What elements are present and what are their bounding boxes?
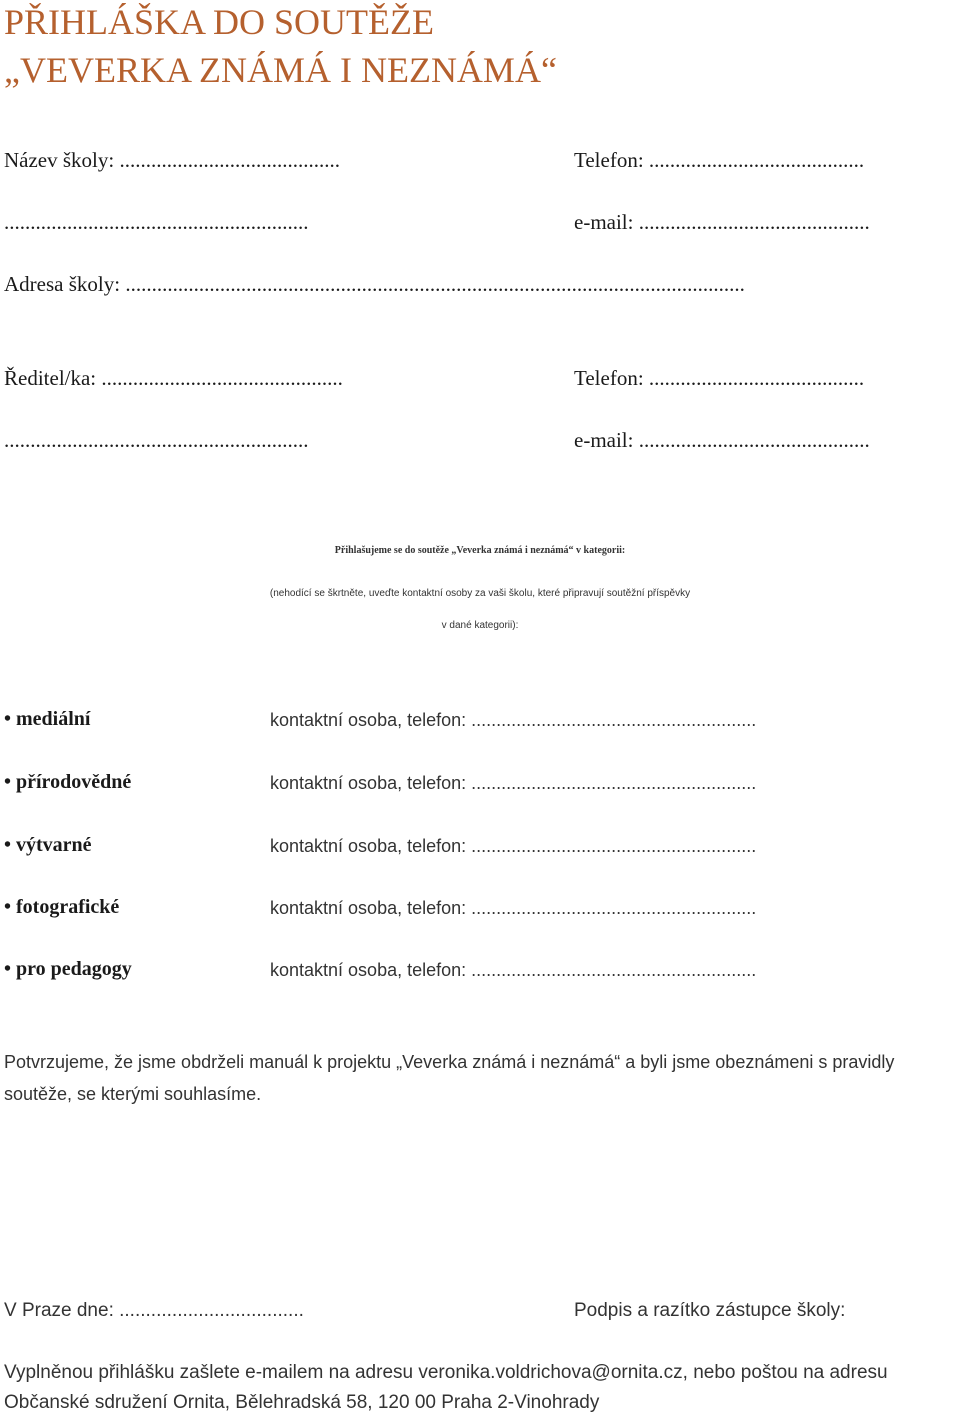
categories-heading: Přihlašujeme se do soutěže „Veverka známá i neznámá“ v kategorii: <box>334 545 626 556</box>
category-medialni: • mediální <box>4 708 91 730</box>
category-fotograficke: • fotografické <box>4 896 120 918</box>
school-name-cont-field[interactable]: .......................................................... <box>4 210 309 234</box>
signature-label: Podpis a razítko zástupce školy: <box>574 1300 846 1321</box>
footer-line2: Občanské sdružení Ornita, Bělehradská 58, 120 00 Praha 2-Vinohrady <box>4 1392 600 1413</box>
form-title-line1: PŘIHLÁŠKA DO SOUTĚŽE <box>4 2 435 42</box>
director-field[interactable]: Ředitel/ka: .............................................. <box>4 366 343 390</box>
director-email-field[interactable]: e-mail: ............................................ <box>574 428 870 452</box>
category-medialni-contact[interactable]: kontaktní osoba, telefon: ......................................................... <box>270 710 757 730</box>
category-pro-pedagogy: • pro pedagogy <box>4 958 132 980</box>
confirmation-text: Potvrzujeme, že jsme obdrželi manuál k projektu „Veverka známá i neznámá“ a byli jsme obeznámeni s pravidly soutěže, se kterými souhlasíme. <box>4 1052 895 1104</box>
school-phone-field[interactable]: Telefon: ......................................... <box>574 148 865 172</box>
category-prirodovedne: • přírodovědné <box>4 771 132 793</box>
category-pro-pedagogy-contact[interactable]: kontaktní osoba, telefon: ......................................................... <box>270 960 757 980</box>
date-field[interactable]: V Praze dne: ................................... <box>4 1300 304 1321</box>
categories-note-line1: (nehodící se škrtněte, uveďte kontaktní osoby za vaši školu, které připravují soutěžní příspěvky <box>269 588 691 599</box>
category-vytvarne: • výtvarné <box>4 834 92 856</box>
category-prirodovedne-contact[interactable]: kontaktní osoba, telefon: ......................................................... <box>270 773 757 793</box>
category-fotograficke-contact[interactable]: kontaktní osoba, telefon: ......................................................... <box>270 898 757 918</box>
footer-line1: Vyplněnou přihlášku zašlete e-mailem na adresu veronika.voldrichova@ornita.cz, nebo poštou na adresu <box>4 1362 888 1383</box>
director-phone-field[interactable]: Telefon: ......................................... <box>574 366 865 390</box>
categories-note-line2: v dané kategorii): <box>441 620 519 631</box>
director-cont-field[interactable]: .......................................................... <box>4 428 309 452</box>
category-vytvarne-contact[interactable]: kontaktní osoba, telefon: ......................................................... <box>270 836 757 856</box>
form-title-line2: „VEVERKA ZNÁMÁ I NEZNÁMÁ“ <box>4 50 557 90</box>
school-name-field[interactable]: Název školy: .......................................... <box>4 148 340 172</box>
school-email-field[interactable]: e-mail: ............................................ <box>574 210 870 234</box>
school-address-field[interactable]: Adresa školy: ...................................................................................................................... <box>4 272 745 296</box>
